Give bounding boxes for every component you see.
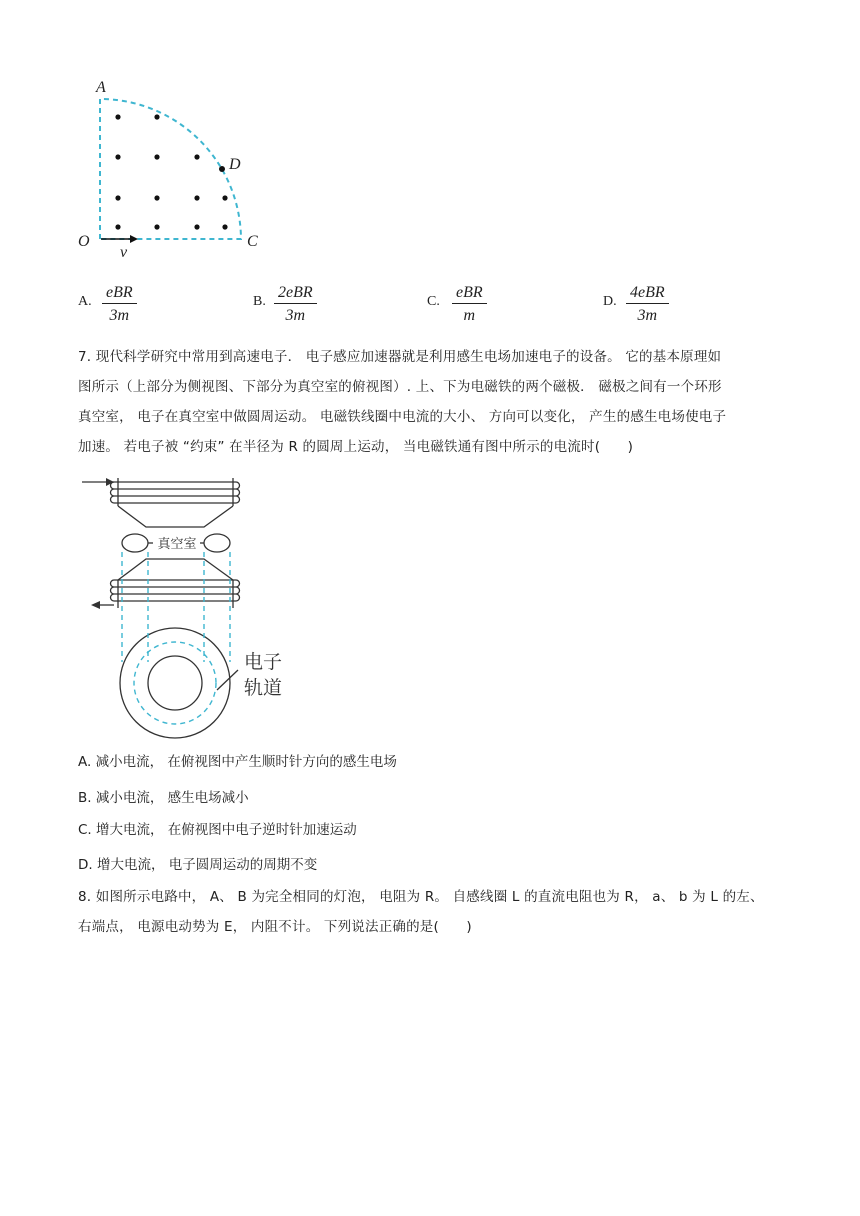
point-d	[219, 166, 225, 172]
option-b-fraction: 2eBR 3m	[274, 282, 317, 327]
electron-orbit	[134, 642, 216, 724]
q8-line: 8. 如图所示电路中， A、 B 为完全相同的灯泡， 电阻为 R。 自感线圈 L 的直流电阻也为 R， a、 b 为 L 的左、	[78, 889, 764, 905]
choice-b: B. 减小电流， 感生电场减小	[78, 790, 249, 806]
label-o: O	[78, 233, 90, 250]
label-d: D	[229, 156, 241, 173]
chamber-label: 真空室	[157, 537, 197, 552]
orbit-label-1: 电子	[244, 651, 283, 673]
option-c-label: C.	[427, 294, 440, 309]
field-dots	[115, 114, 227, 229]
option-b-label: B.	[253, 294, 266, 309]
option-c-fraction: eBR m	[452, 282, 487, 327]
q8-line: 右端点， 电源电动势为 E， 内阻不计。 下列说法正确的是( )	[78, 919, 472, 935]
question-7-text	[78, 342, 726, 462]
option-d-fraction: 4eBR 3m	[626, 282, 669, 327]
betatron-figure	[78, 472, 318, 740]
label-c: C	[247, 233, 258, 250]
label-v: v	[120, 244, 128, 261]
q7-line: 加速。 若电子被 “约束” 在半径为 R 的圆周上运动， 当电磁铁通有图中所示的电流时( )	[78, 439, 634, 455]
question-8-text	[78, 882, 764, 942]
label-a: A	[96, 79, 106, 96]
option-a-label: A.	[78, 294, 92, 309]
choice-d: D. 增大电流， 电子圆周运动的周期不变	[78, 857, 318, 873]
q7-line: 7. 现代科学研究中常用到高速电子． 电子感应加速器就是利用感生电场加速电子的设备。 它的基本原理如	[78, 349, 722, 365]
q7-line: 真空室， 电子在真空室中做圆周运动。 电磁铁线圈中电流的大小、 方向可以变化， 产生的感生电场使电子	[78, 409, 727, 425]
quarter-circle-figure	[70, 72, 270, 262]
choice-c: C. 增大电流， 在俯视图中电子逆时针加速运动	[78, 822, 357, 838]
option-a-fraction: eBR 3m	[102, 282, 137, 327]
choice-a: A. 减小电流， 在俯视图中产生顺时针方向的感生电场	[78, 754, 397, 770]
orbit-label-2: 轨道	[244, 677, 283, 699]
option-d-label: D.	[603, 294, 617, 309]
current-out-arrow	[91, 601, 100, 609]
q7-line: 图所示（上部分为侧视图、下部分为真空室的俯视图）. 上、下为电磁铁的两个磁极． 磁极之间有一个环形	[78, 379, 722, 395]
